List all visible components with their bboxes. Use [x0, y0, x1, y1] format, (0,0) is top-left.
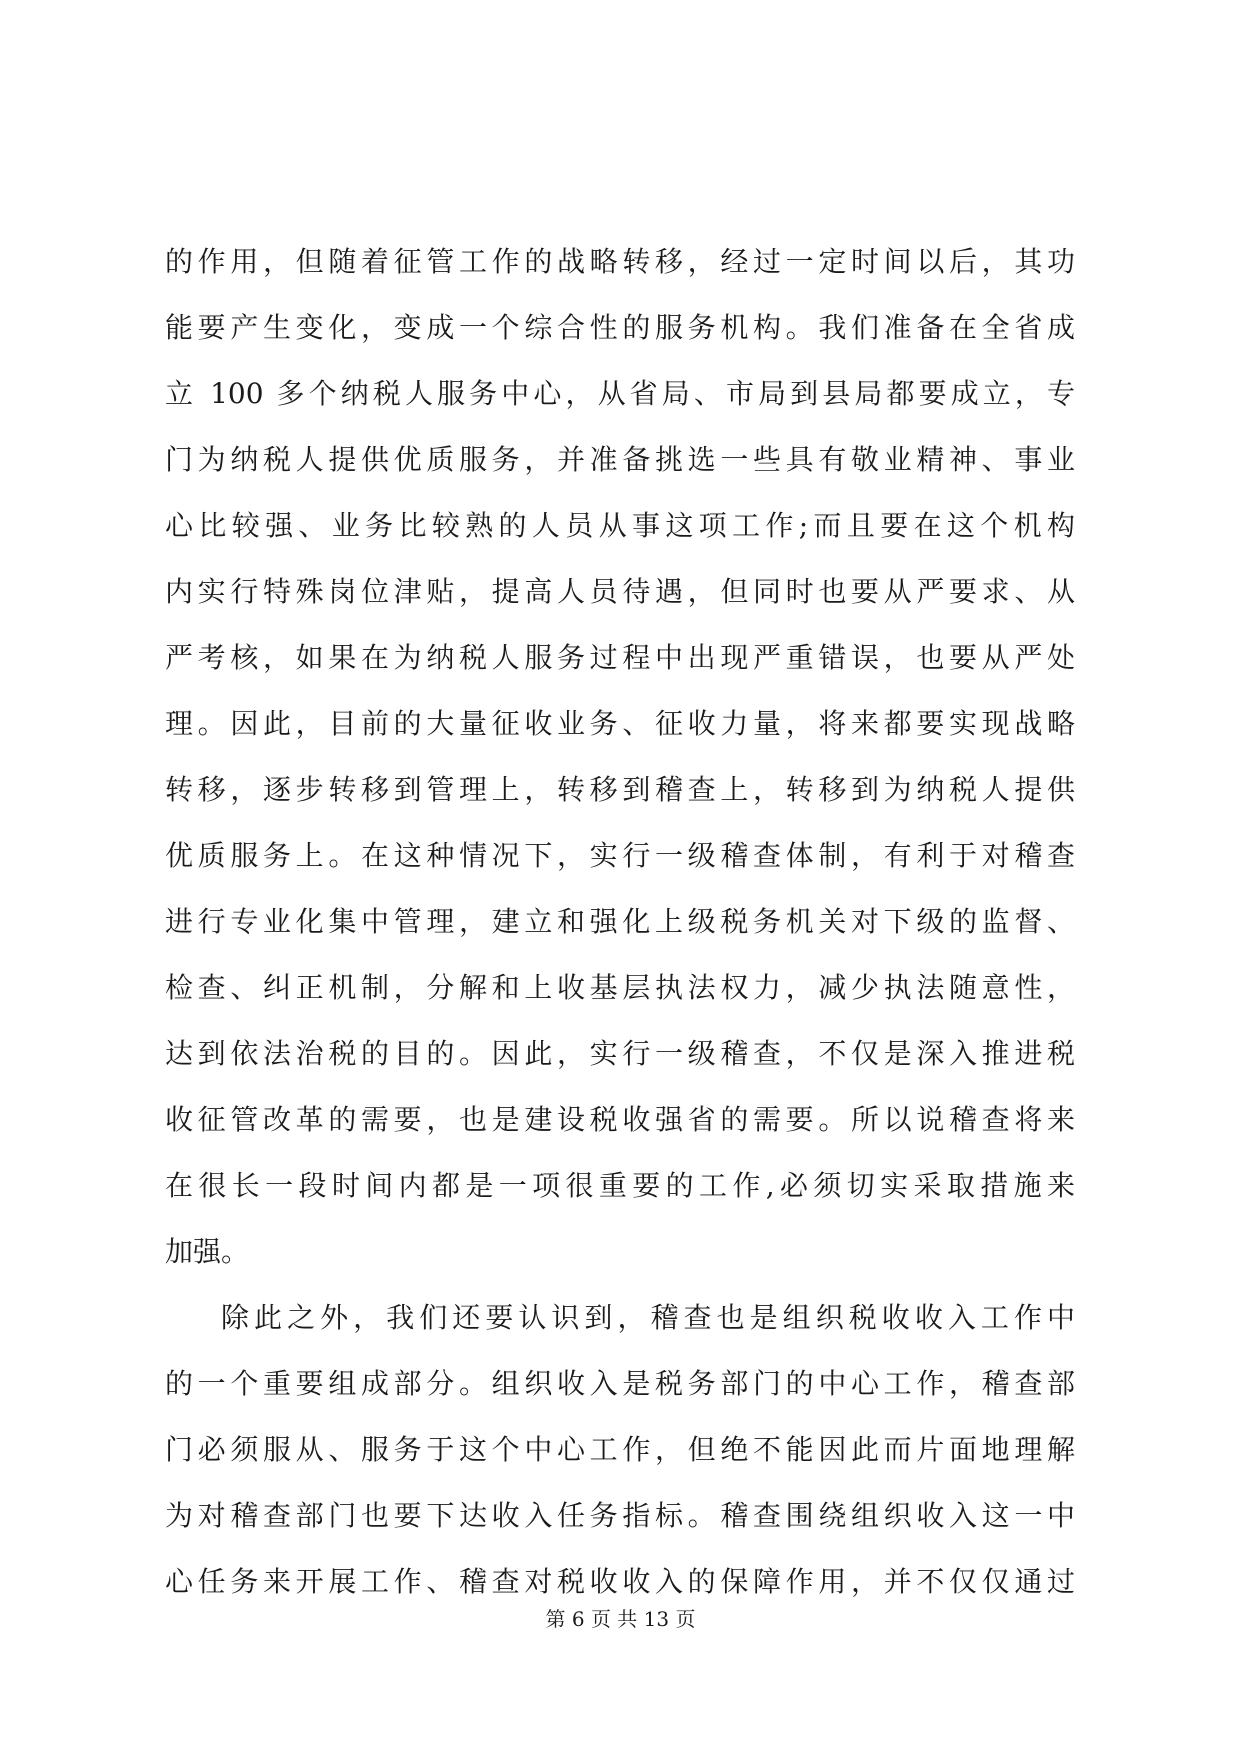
text-line: 检查、纠正机制，分解和上收基层执法权力，减少执法随意性，	[165, 971, 1075, 1004]
page-number-footer: 第 6 页 共 13 页	[545, 1607, 696, 1631]
text-line: 理。因此，目前的大量征收业务、征收力量，将来都要实现战略	[165, 707, 1075, 740]
text-line: 门必须服从、服务于这个中心工作，但绝不能因此而片面地理解	[165, 1433, 1075, 1466]
text-line: 门为纳税人提供优质服务，并准备挑选一些具有敬业精神、事业	[165, 443, 1075, 476]
text-line: 能要产生变化，变成一个综合性的服务机构。我们准备在全省成	[165, 311, 1075, 344]
text-line: 心比较强、业务比较熟的人员从事这项工作;而且要在这个机构	[165, 509, 1075, 542]
text-line: 除此之外，我们还要认识到，稽查也是组织税收收入工作中	[221, 1301, 1075, 1334]
text-line: 严考核，如果在为纳税人服务过程中出现严重错误，也要从严处	[165, 641, 1075, 674]
text-line: 心任务来开展工作、稽查对税收收入的保障作用，并不仅仅通过	[165, 1565, 1075, 1598]
text-line: 加强。	[165, 1235, 250, 1268]
text-line: 达到依法治税的目的。因此，实行一级稽查，不仅是深入推进税	[165, 1037, 1075, 1070]
text-line: 内实行特殊岗位津贴，提高人员待遇，但同时也要从严要求、从	[165, 575, 1075, 608]
text-line: 优质服务上。在这种情况下，实行一级稽查体制，有利于对稽查	[165, 839, 1075, 872]
text-line: 的作用，但随着征管工作的战略转移，经过一定时间以后，其功	[165, 245, 1075, 278]
paragraph	[165, 1285, 1075, 1615]
text-line: 的一个重要组成部分。组织收入是税务部门的中心工作，稽查部	[165, 1367, 1075, 1400]
document-body	[165, 229, 1075, 1615]
text-line: 为对稽查部门也要下达收入任务指标。稽查围绕组织收入这一中	[165, 1499, 1075, 1532]
text-line: 收征管改革的需要，也是建设税收强省的需要。所以说稽查将来	[165, 1103, 1075, 1136]
text-line: 立 100 多个纳税人服务中心，从省局、市局到县局都要成立，专	[165, 377, 1075, 410]
text-line: 进行专业化集中管理，建立和强化上级税务机关对下级的监督、	[165, 905, 1075, 938]
text-line: 转移，逐步转移到管理上，转移到稽查上，转移到为纳税人提供	[165, 773, 1075, 806]
text-line: 在很长一段时间内都是一项很重要的工作,必须切实采取措施来	[165, 1169, 1075, 1202]
paragraph	[165, 229, 1075, 1285]
